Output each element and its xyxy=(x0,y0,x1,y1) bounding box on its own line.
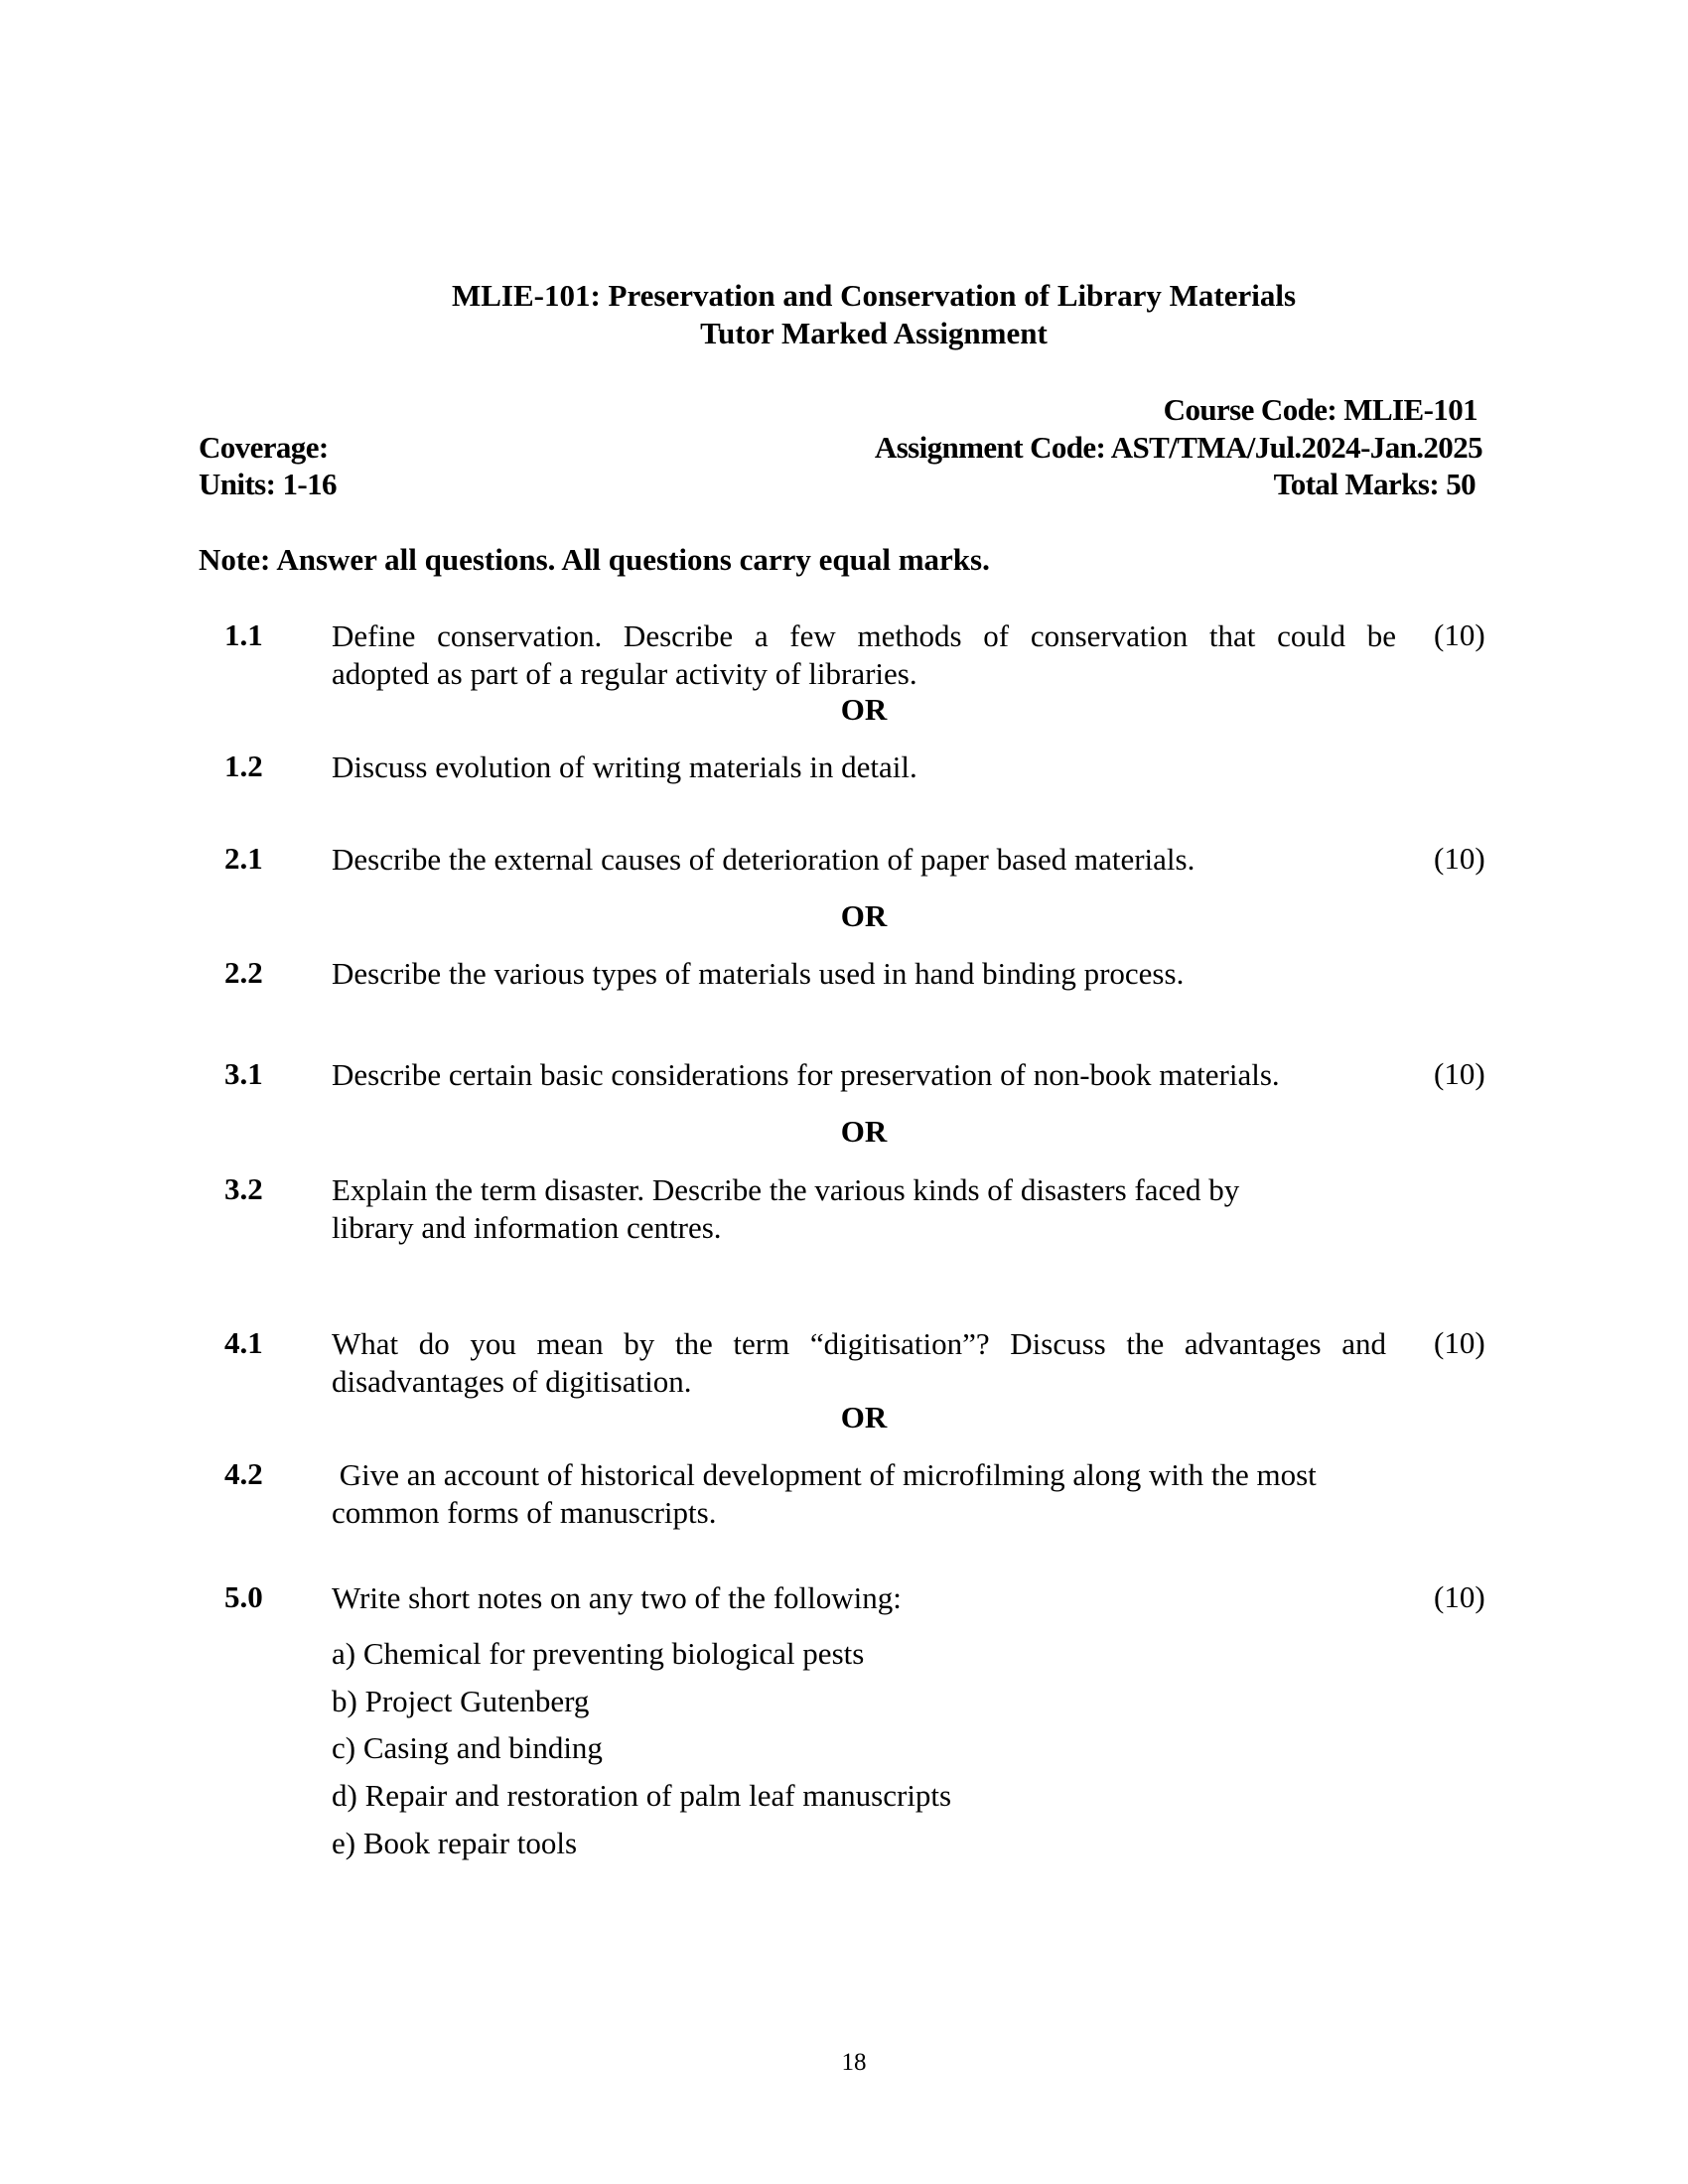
document-title: MLIE-101: Preservation and Conservation of Library Materials xyxy=(451,278,1297,313)
question-text-line: library and information centres. xyxy=(332,1210,722,1245)
question-text: Describe the various types of materials used in hand binding process. xyxy=(332,956,1185,991)
question-marks: (10) xyxy=(1434,617,1485,652)
coverage-label: Coverage: xyxy=(199,430,329,465)
question-marks: (10) xyxy=(1434,1056,1485,1091)
total-marks: Total Marks: 50 xyxy=(1273,467,1476,501)
assignment-code: Assignment Code: AST/TMA/Jul.2024-Jan.2025 xyxy=(874,430,1482,465)
question-text: Describe the external causes of deterioration of paper based materials. xyxy=(332,842,1196,877)
question-number: 1.2 xyxy=(224,749,263,783)
question-number: 5.0 xyxy=(224,1579,263,1614)
question-text xyxy=(332,1456,1424,1532)
question-text xyxy=(332,1325,1386,1401)
question-number: 1.1 xyxy=(224,617,263,652)
question-number: 2.1 xyxy=(224,841,263,876)
question-number: 3.2 xyxy=(224,1171,263,1206)
or-separator: OR xyxy=(840,1114,888,1149)
question-number: 4.2 xyxy=(224,1456,263,1491)
question-text-line: Give an account of historical development of microfilming along with the most xyxy=(332,1457,1317,1492)
question-text-line: common forms of manuscripts. xyxy=(332,1495,717,1530)
question-text-line: adopted as part of a regular activity of libraries. xyxy=(332,656,917,691)
question-text-line: Explain the term disaster. Describe the various kinds of disasters faced by xyxy=(332,1172,1240,1207)
or-separator: OR xyxy=(840,1400,888,1434)
question-text xyxy=(332,617,1396,693)
list-item: b) Project Gutenberg xyxy=(332,1684,590,1718)
question-text-line-content: What do you mean by the term “digitisation”? Discuss the advantages and xyxy=(332,1326,1386,1361)
question-marks: (10) xyxy=(1434,1579,1485,1614)
or-separator: OR xyxy=(840,898,888,933)
question-text: Describe certain basic considerations for preservation of non-book materials. xyxy=(332,1057,1280,1092)
question-text: Write short notes on any two of the following: xyxy=(332,1580,902,1615)
question-marks: (10) xyxy=(1434,1325,1485,1360)
document-subtitle: Tutor Marked Assignment xyxy=(700,316,1048,350)
question-text: Discuss evolution of writing materials in detail. xyxy=(332,750,917,784)
list-item: d) Repair and restoration of palm leaf manuscripts xyxy=(332,1778,952,1813)
question-number: 2.2 xyxy=(224,955,263,990)
question-text-line xyxy=(332,1325,1386,1363)
question-text-line xyxy=(332,617,1396,655)
list-item: c) Casing and binding xyxy=(332,1730,603,1765)
list-item: a) Chemical for preventing biological pests xyxy=(332,1636,865,1671)
question-number: 3.1 xyxy=(224,1056,263,1091)
page-number: 18 xyxy=(841,2049,867,2076)
or-separator: OR xyxy=(840,692,888,727)
question-text-line-content: Define conservation. Describe a few methods of conservation that could be xyxy=(332,618,1396,653)
list-item: e) Book repair tools xyxy=(332,1826,578,1860)
instructions-note: Note: Answer all questions. All questions carry equal marks. xyxy=(199,542,990,577)
question-marks: (10) xyxy=(1434,841,1485,876)
question-text-line: disadvantages of digitisation. xyxy=(332,1364,692,1399)
question-number: 4.1 xyxy=(224,1325,263,1360)
units-label: Units: 1-16 xyxy=(199,467,337,501)
question-text xyxy=(332,1171,1396,1247)
course-code: Course Code: MLIE-101 xyxy=(1163,392,1477,427)
